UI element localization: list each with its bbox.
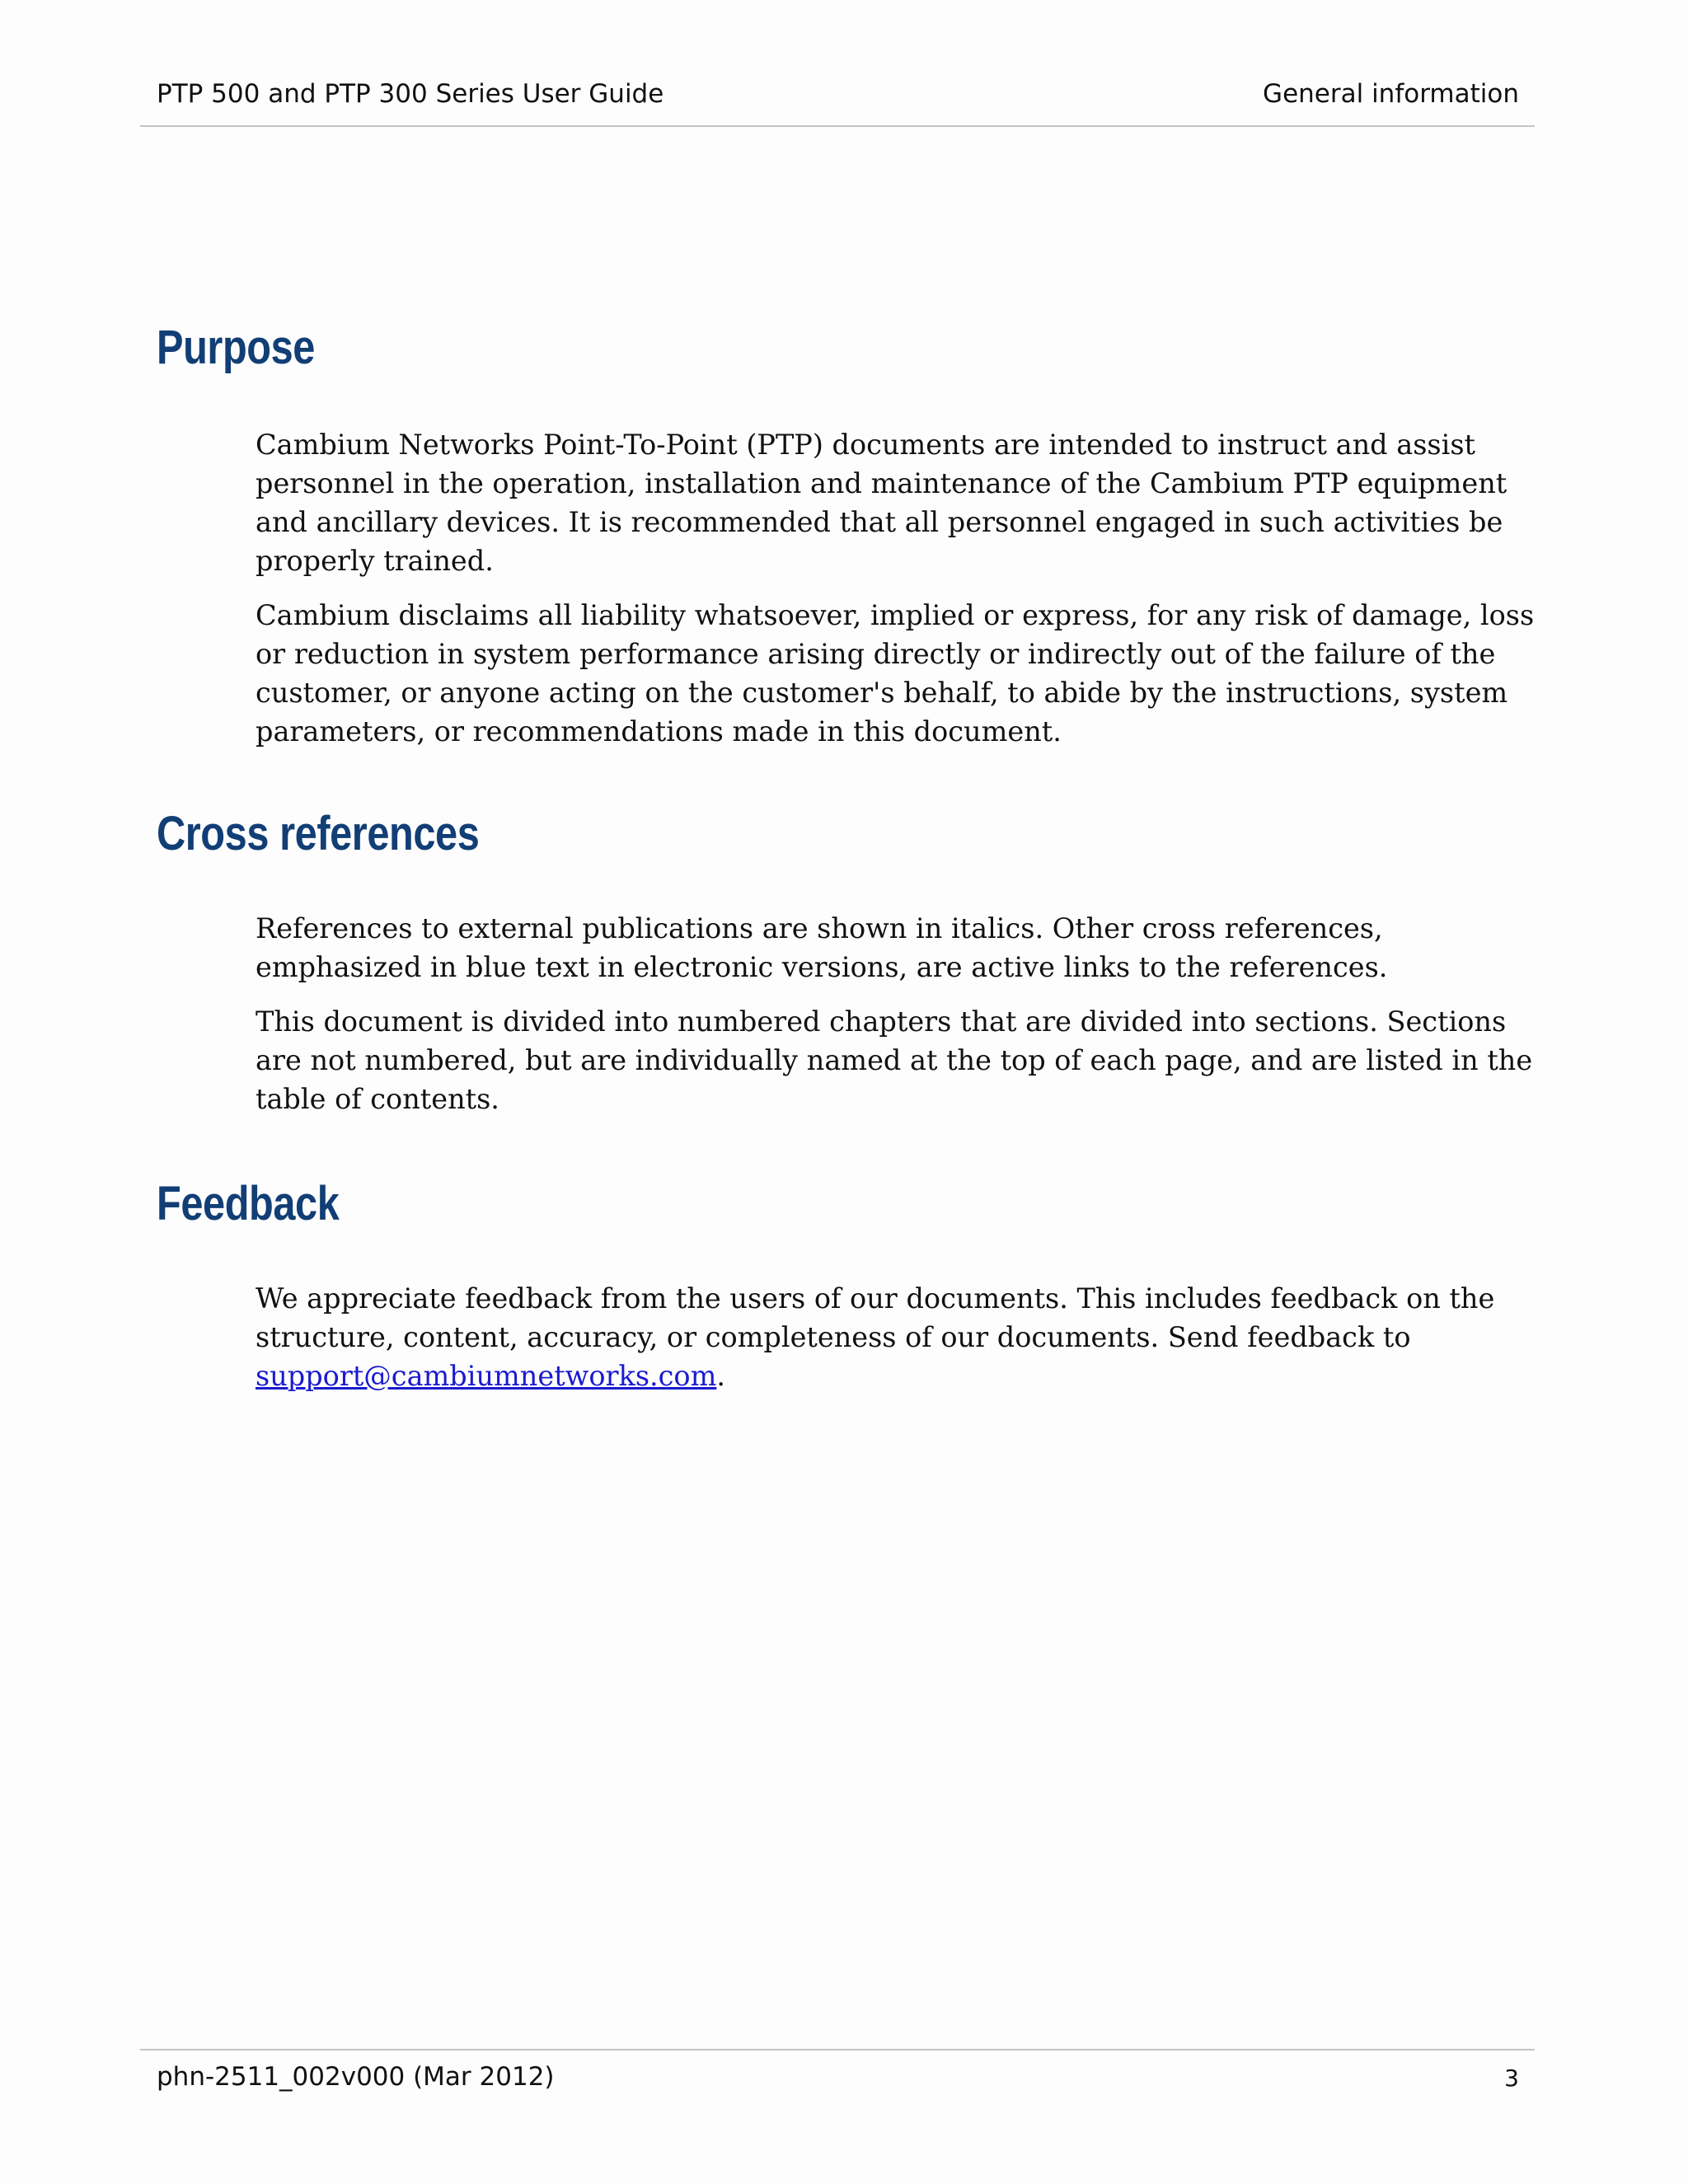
paragraph: References to external publications are shown in italics. Other cross references, emphasized in blue text in electronic versions, are active links to the references. bbox=[256, 912, 1388, 983]
paragraph bbox=[256, 1279, 1541, 1395]
support-email-link[interactable]: support@cambiumnetworks.com bbox=[256, 1360, 717, 1392]
header-divider bbox=[140, 125, 1535, 127]
paragraph: Cambium Networks Point-To-Point (PTP) documents are intended to instruct and assist personnel in the operation, installation and maintenance of the Cambium PTP equipment and ancillary devices. It is recommended that all personnel engaged in such activities be properly trained. bbox=[256, 429, 1507, 577]
header-title: PTP 500 and PTP 300 Series User Guide bbox=[157, 79, 664, 109]
section-body-purpose bbox=[256, 425, 1541, 766]
document-id: phn-2511_002v000 (Mar 2012) bbox=[157, 2062, 555, 2092]
section-heading-feedback: Feedback bbox=[157, 1177, 340, 1230]
section-heading-cross-references: Cross references bbox=[157, 807, 480, 860]
feedback-text: We appreciate feedback from the users of our documents. This includes feedback on the structure, content, accuracy, or completeness of our documents. Send feedback to bbox=[256, 1282, 1495, 1353]
header-section-name: General information bbox=[1263, 79, 1519, 109]
section-body-feedback bbox=[256, 1279, 1541, 1411]
feedback-period: . bbox=[716, 1360, 726, 1392]
section-body-cross-references bbox=[256, 909, 1541, 1134]
paragraph: Cambium disclaims all liability whatsoever, implied or express, for any risk of damage, loss or reduction in system performance arising directly or indirectly out of the failure of the customer, or anyone acting on the customer's behalf, to abide by the instructions, system parameters, or recommendations made in this document. bbox=[256, 599, 1535, 748]
section-heading-purpose: Purpose bbox=[157, 321, 315, 374]
paragraph: This document is divided into numbered chapters that are divided into sections. Sections are not numbered, but are individually named at the top of each page, and are listed in the table of contents. bbox=[256, 1005, 1533, 1115]
page-number: 3 bbox=[1504, 2064, 1519, 2092]
footer-divider bbox=[140, 2049, 1535, 2050]
